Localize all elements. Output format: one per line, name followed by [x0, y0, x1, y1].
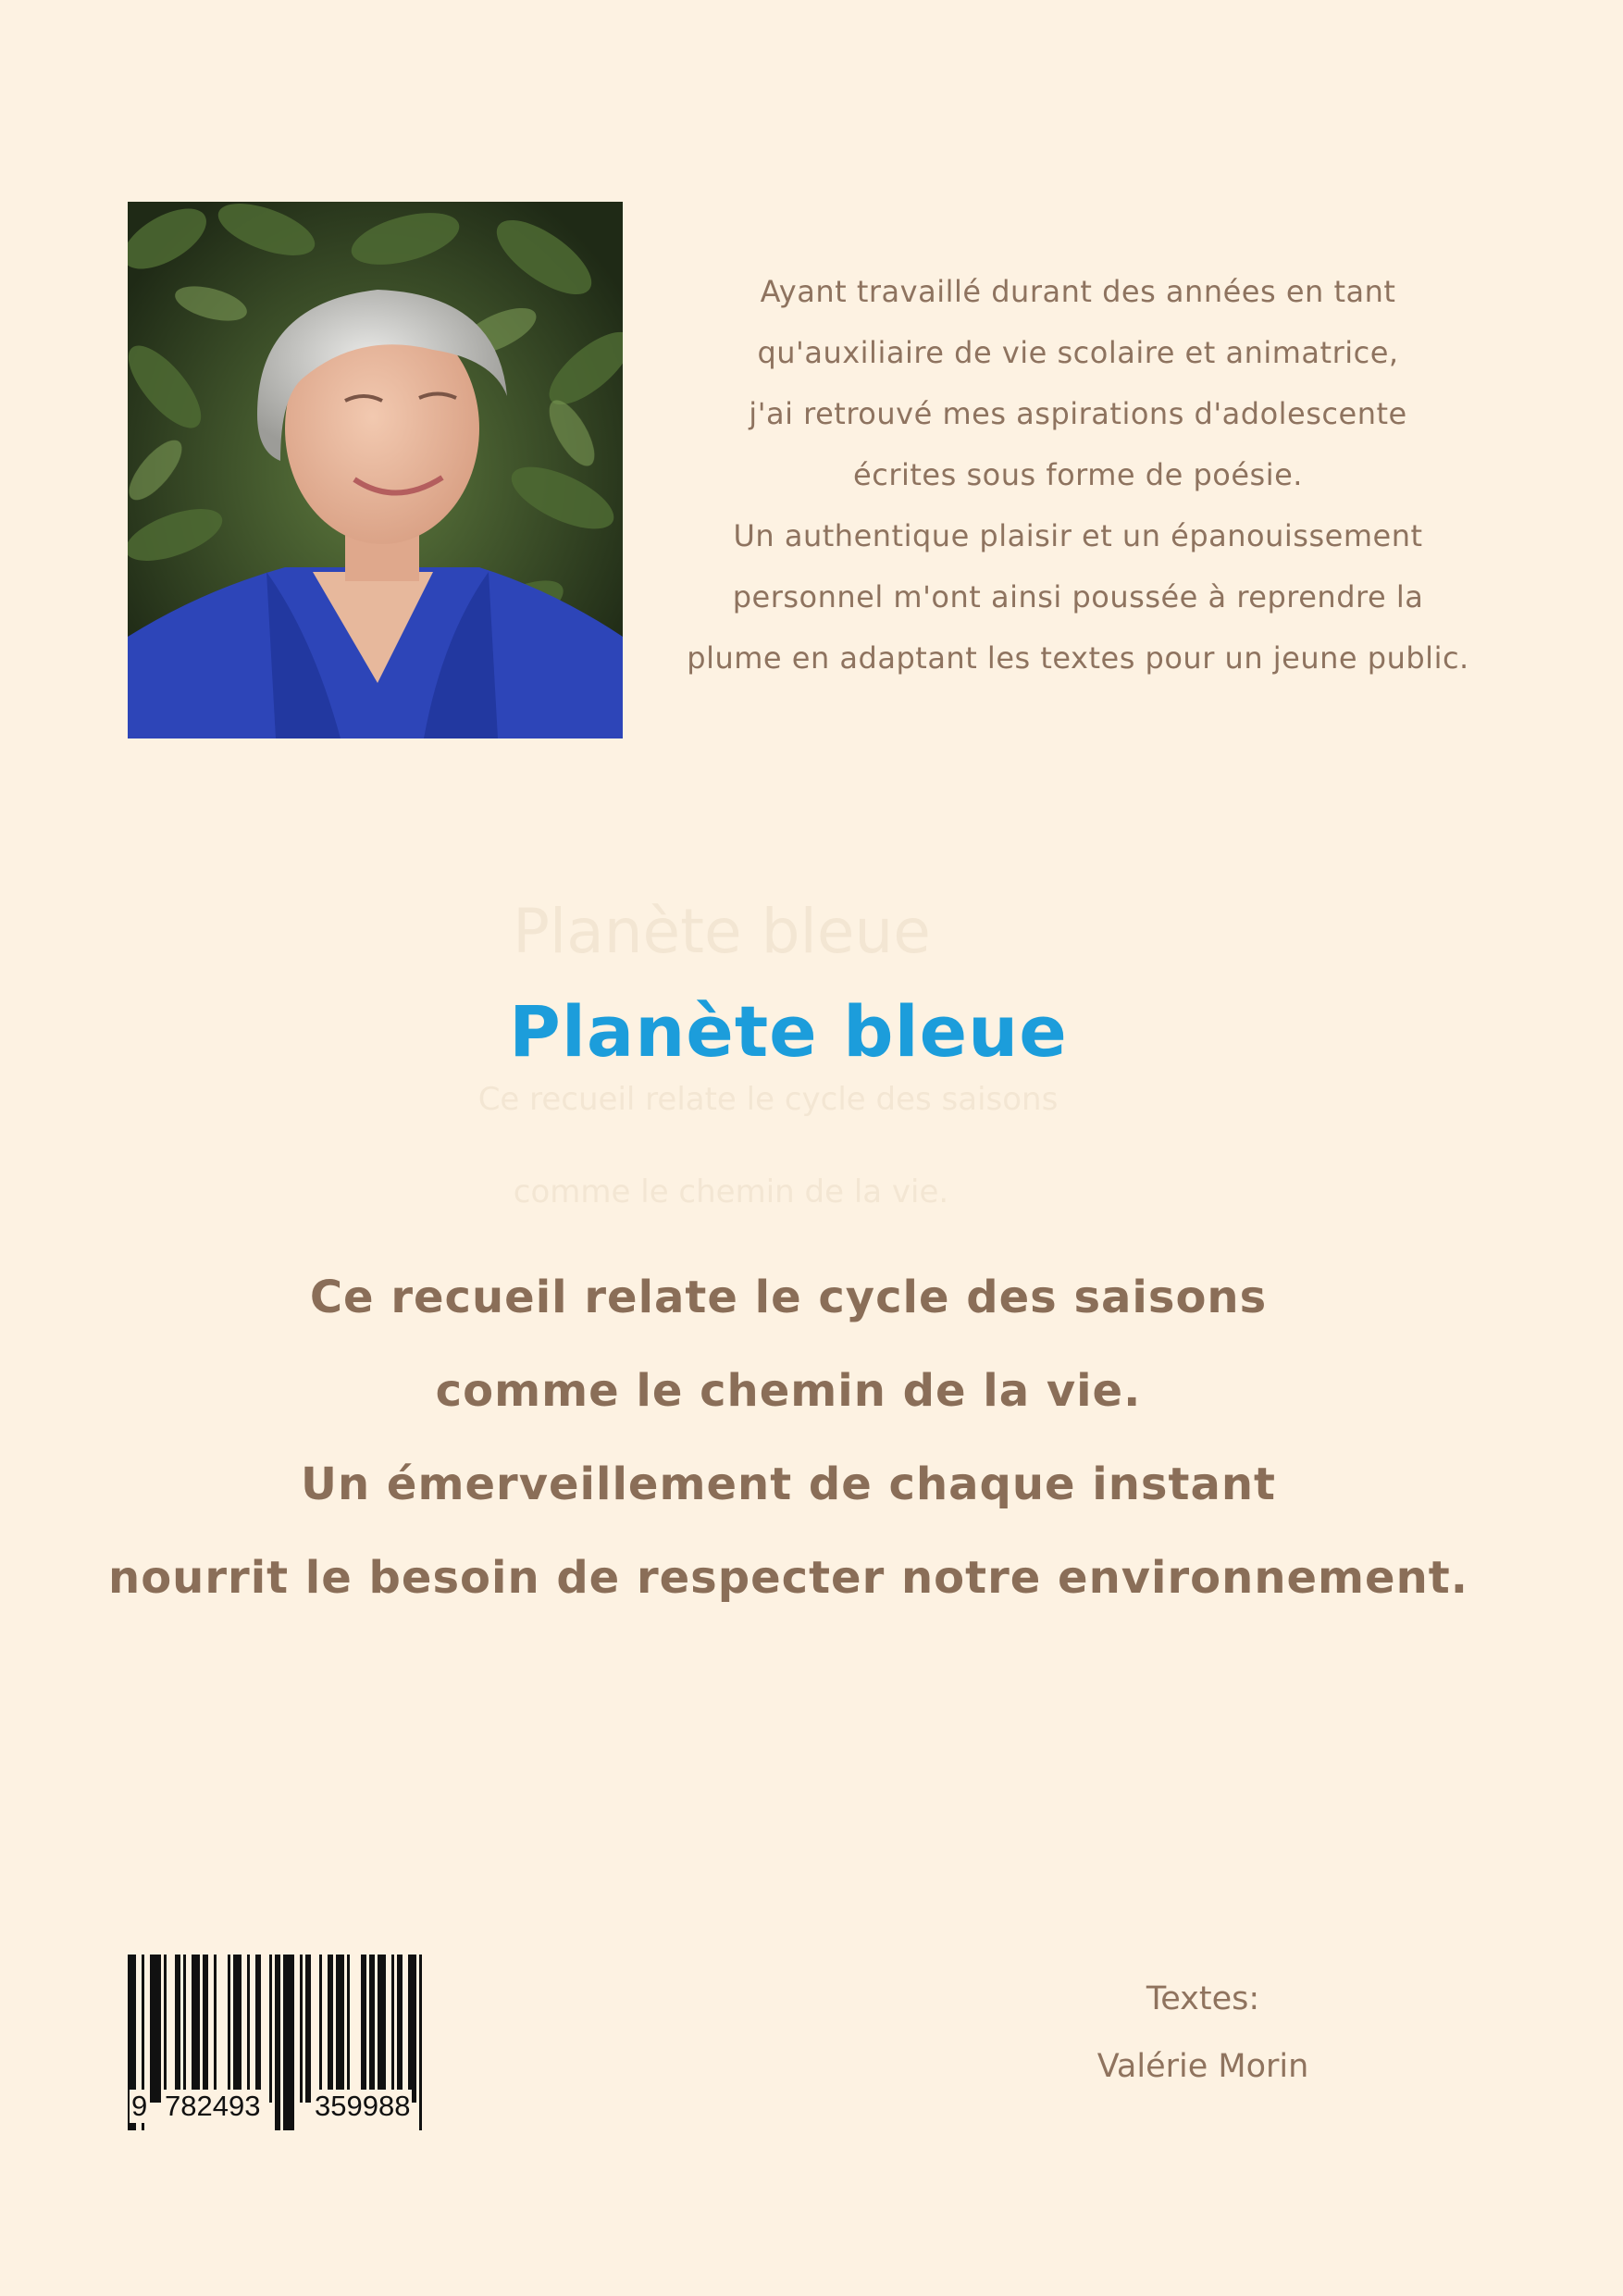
barcode-bar	[203, 1955, 208, 2103]
barcode-bar	[269, 1955, 272, 2103]
barcode-bar	[347, 1955, 350, 2103]
credits-author-name: Valérie Morin	[1096, 2048, 1309, 2085]
bio-line: Un authentique plaisir et un épanouissement	[733, 518, 1423, 553]
author-bio	[638, 261, 1518, 689]
barcode-bar	[214, 1955, 217, 2103]
isbn-prefix: 9	[131, 2090, 148, 2122]
bio-line: Ayant travaillé durant des années en tant	[760, 274, 1396, 309]
barcode-bar	[305, 1955, 311, 2103]
bio-line: qu'auxiliaire de vie scolaire et animatrice,	[757, 335, 1399, 370]
summary-line: nourrit le besoin de respecter notre environnement.	[108, 1552, 1468, 1604]
bio-line: j'ai retrouvé mes aspirations d'adolescente	[749, 396, 1407, 431]
barcode-bar	[255, 1955, 261, 2103]
bio-line: personnel m'ont ainsi poussée à reprendre la	[732, 579, 1424, 614]
credits	[1018, 1971, 1388, 2099]
isbn-group-1: 782493	[165, 2090, 261, 2122]
barcode-bar	[247, 1955, 250, 2103]
barcode-bar	[369, 1955, 375, 2103]
bio-line: écrites sous forme de poésie.	[853, 457, 1303, 492]
barcode-bar	[319, 1955, 322, 2103]
isbn-group-2: 359988	[315, 2090, 411, 2122]
barcode-bar	[397, 1955, 403, 2103]
credits-label: Textes:	[1146, 1980, 1260, 2017]
barcode-bar	[275, 1955, 280, 2130]
barcode-bar	[283, 1955, 294, 2130]
summary-line: comme le chemin de la vie.	[435, 1365, 1142, 1417]
barcode-bar	[419, 1955, 422, 2130]
ghost-title: Planète bleue	[513, 896, 931, 967]
barcode-bar	[228, 1955, 230, 2103]
barcode-bar	[183, 1955, 186, 2103]
barcode-bar	[175, 1955, 180, 2103]
barcode-bar	[408, 1955, 416, 2103]
barcode-bar	[192, 1955, 200, 2103]
ghost-summary-line: Ce recueil relate le cycle des saisons	[477, 1081, 1059, 1118]
barcode-bar	[233, 1955, 242, 2103]
bio-line: plume en adaptant les textes pour un jeune public.	[687, 640, 1469, 676]
barcode-bar	[164, 1955, 167, 2103]
barcode-bar	[336, 1955, 344, 2103]
ghost-summary-line: comme le chemin de la vie.	[513, 1173, 949, 1210]
book-summary	[56, 1251, 1521, 1625]
barcode-bar	[300, 1955, 303, 2103]
summary-line: Ce recueil relate le cycle des saisons	[309, 1272, 1268, 1323]
barcode-bar	[361, 1955, 366, 2103]
barcode-bar	[378, 1955, 386, 2103]
book-title: Planète bleue	[509, 990, 1068, 1073]
barcode-bar	[328, 1955, 333, 2103]
author-photo	[128, 202, 623, 738]
barcode-bar	[391, 1955, 394, 2103]
summary-line: Un émerveillement de chaque instant	[301, 1458, 1276, 1510]
barcode-bar	[150, 1955, 161, 2103]
